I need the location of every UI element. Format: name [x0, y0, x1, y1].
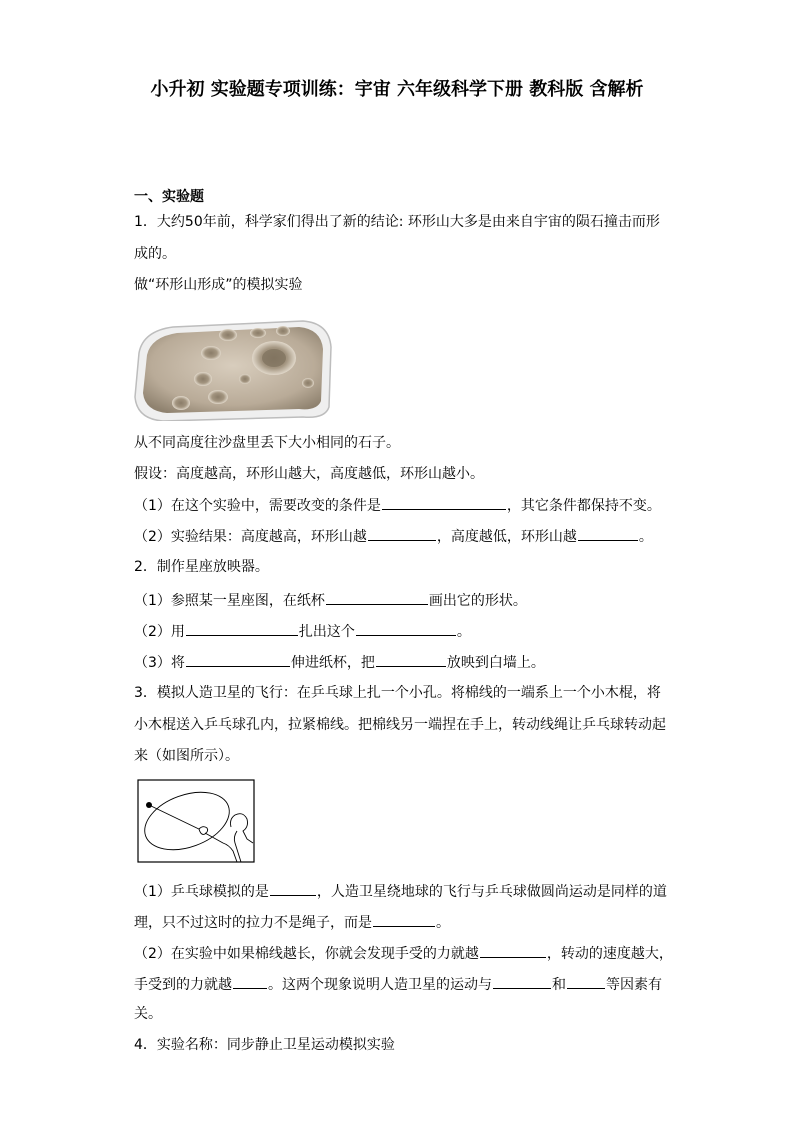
q3-sub2-text-a: （2）在实验中如果棉线越长，你就会发现手受的力就越	[134, 946, 479, 962]
q1-sub2-blank2[interactable]	[578, 525, 638, 541]
q3-sub1-blank1[interactable]	[270, 880, 316, 896]
q3-sub2-blank4[interactable]	[567, 973, 605, 989]
q2-sub3-blank2[interactable]	[376, 651, 446, 667]
q2-sub2-text-b: 扎出这个	[298, 624, 355, 640]
q2-sub1	[134, 589, 527, 611]
q3-sub1-text-c: 理，只不过这时的拉力不是绳子，而是	[134, 915, 372, 931]
q3-sub2-line1	[134, 942, 673, 964]
q3-line2: 小木棍送入乒乓球孔内，拉紧棉线。把棉线另一端捏在手上，转动线绳让乒乓球转动起	[134, 717, 666, 733]
document-title: 小升初 实验题专项训练：宇宙 六年级科学下册 教科版 含解析	[150, 79, 644, 100]
q1-sub2-blank1[interactable]	[368, 525, 436, 541]
q3-sub1-line2	[134, 911, 450, 933]
q2-sub3-blank1[interactable]	[186, 651, 290, 667]
q1-sub1-blank[interactable]	[382, 494, 506, 510]
q3-sub2-text-c: 手受到的力就越	[134, 977, 232, 993]
q2-sub2-text-c: 。	[456, 624, 471, 640]
q1-sub2-text-a: （2）实验结果：高度越高，环形山越	[134, 529, 367, 545]
q2-sub3-text-b: 伸进纸杯，把	[290, 655, 375, 671]
q1-sub1-text-a: （1）在这个实验中，需要改变的条件是	[134, 498, 381, 514]
q3-sub1-text-a: （1）乒乓球模拟的是	[134, 884, 269, 900]
q3-sub2-line3: 关。	[134, 1006, 162, 1022]
q2-sub2-text-a: （2）用	[134, 624, 185, 640]
q3-sub2-blank2[interactable]	[233, 973, 267, 989]
q2-sub3	[134, 651, 545, 673]
q3-sub2-blank3[interactable]	[493, 973, 551, 989]
q2-sub3-text-c: 放映到白墙上。	[446, 655, 545, 671]
sand-tray-image	[133, 313, 333, 421]
q2-sub1-blank[interactable]	[326, 589, 428, 605]
q1-line4: 从不同高度往沙盘里丢下大小相同的石子。	[134, 435, 400, 451]
q1-line3: 做“环形山形成”的模拟实验	[134, 277, 303, 293]
q2-sub2-blank2[interactable]	[356, 620, 456, 636]
q1-sub2-text-b: ，高度越低，环形山越	[436, 529, 577, 545]
q3-sub2-blank1[interactable]	[480, 942, 546, 958]
q1-line2: 成的。	[134, 246, 176, 262]
q2-sub3-text-a: （3）将	[134, 655, 185, 671]
q1-sub1	[134, 494, 661, 516]
q1-line5: 假设：高度越高，环形山越大，高度越低，环形山越小。	[134, 466, 484, 482]
q3-sub1-text-d: 。	[436, 915, 450, 931]
q2-sub2-blank1[interactable]	[186, 620, 298, 636]
q3-sub2-text-e: 和	[552, 977, 566, 993]
q4-line1: 4．实验名称：同步静止卫星运动模拟实验	[134, 1037, 395, 1053]
q3-line1: 3．模拟人造卫星的飞行：在乒乓球上扎一个小孔。将棉线的一端系上一个小木棍，将	[134, 685, 661, 701]
q3-sub2-line2	[134, 973, 662, 995]
q3-sub2-text-b: ，转动的速度越大，	[546, 946, 673, 962]
q3-sub1-line1	[134, 880, 667, 902]
q3-sub2-text-f: 等因素有	[606, 977, 662, 993]
q3-sub1-blank2[interactable]	[373, 911, 435, 927]
satellite-simulation-figure	[137, 779, 255, 863]
q1-sub2-text-c: 。	[638, 529, 653, 545]
q2-sub1-text-b: 画出它的形状。	[428, 593, 527, 609]
q3-sub1-text-b: ，人造卫星绕地球的飞行与乒乓球做圆尚运动是同样的道	[316, 884, 667, 900]
q1-line1: 1．大约50年前，科学家们得出了新的结论: 环形山大多是由来自宇宙的陨石撞击而形	[134, 214, 660, 230]
q1-sub1-text-b: ，其它条件都保持不变。	[506, 498, 661, 514]
q2-sub2	[134, 620, 471, 642]
q2-line1: 2．制作星座放映器。	[134, 559, 269, 575]
section-heading: 一、实验题	[134, 189, 204, 205]
q2-sub1-text-a: （1）参照某一星座图，在纸杯	[134, 593, 325, 609]
q3-line3: 来（如图所示）。	[134, 748, 239, 764]
q3-sub2-text-d: 。这两个现象说明人造卫星的运动与	[268, 977, 492, 993]
q1-sub2	[134, 525, 653, 547]
